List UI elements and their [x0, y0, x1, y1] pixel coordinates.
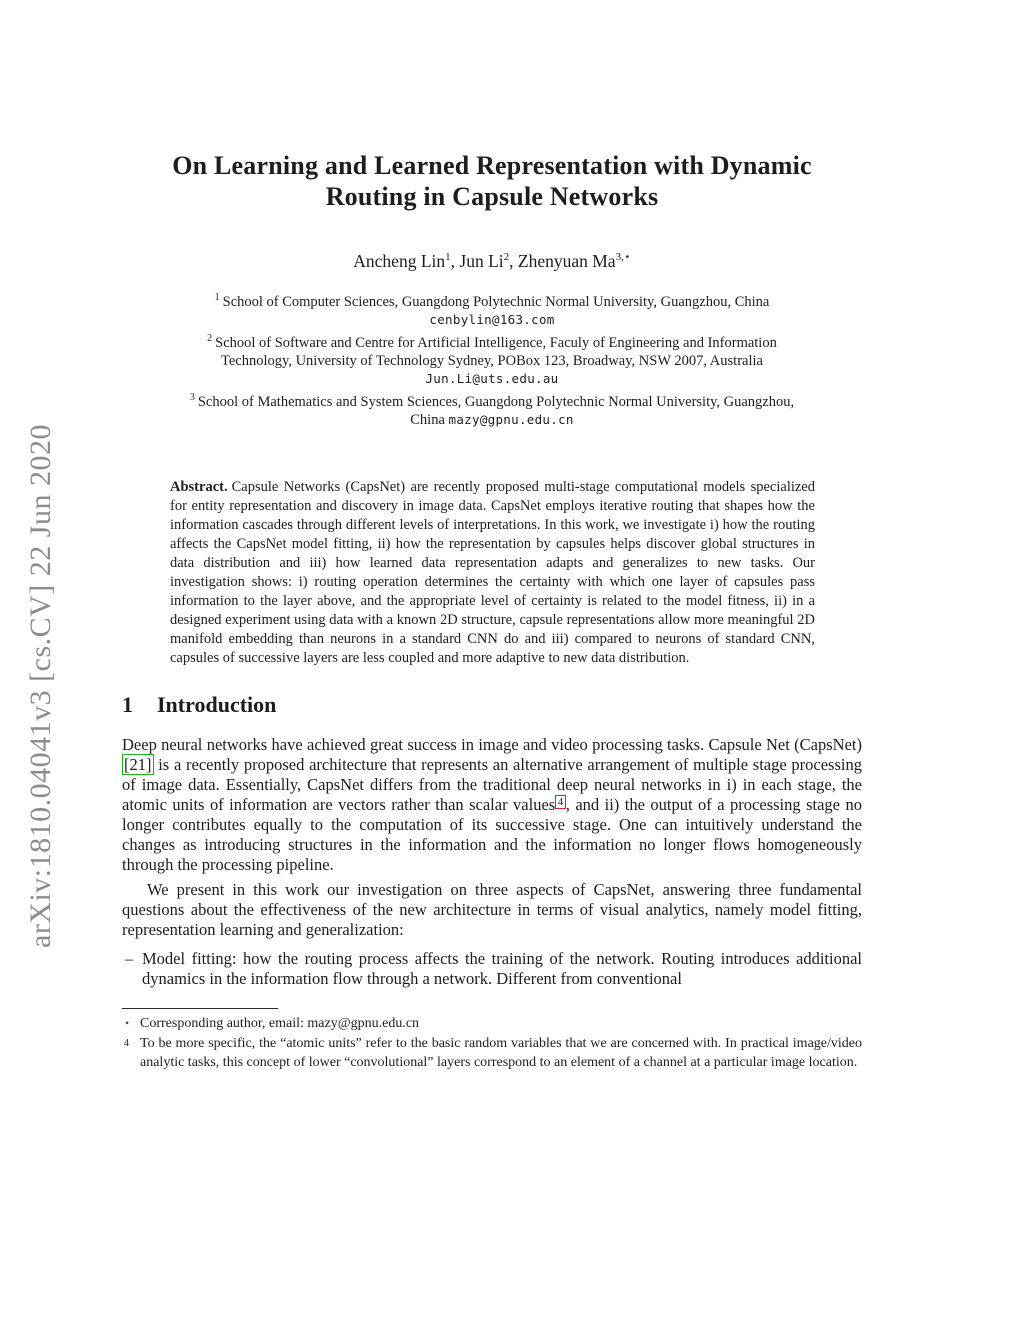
footnote-star-marker: ⋆ — [124, 1018, 131, 1029]
affiliation-1-mark: 1 — [214, 291, 220, 303]
affiliation-2-email: Jun.Li@uts.edu.au — [425, 371, 559, 387]
footnote-corresponding-author: ⋆ Corresponding author, email: mazy@gpnu.edu.cn — [122, 1014, 862, 1034]
author-1: Ancheng Lin$^1$, — [353, 250, 460, 271]
section-number: 1 — [122, 691, 133, 717]
bullet-dash: – — [125, 948, 134, 968]
footnote-4-marker: 4 — [124, 1037, 129, 1049]
footnote-rule — [122, 1008, 278, 1009]
author-3-affiliation-mark: 3,⋆ — [615, 251, 631, 263]
bullet-list — [122, 949, 862, 989]
abstract-text: Capsule Networks (CapsNet) are recently proposed multi-stage computational models specialized for entity representation and discovery in image data. CapsNet employs iterative routing that shapes how the information cascades through different levels of interpretations. In this work, we investigate i) how the routing affects the CapsNet model fitting, ii) how the representation by capsules helps discover global structures in data distribution and iii) how learned data representation adapts and generalizes to new tasks. Our investigation shows: i) routing operation determines the certainty with which one layer of capsules pass information to the layer above, and the appropriate level of certainty is related to the model fitness, ii) in a designed experiment using data with a known 2D structure, capsule representations allow more meaningful 2D manifold embedding than neurons in a standard CNN do and iii) compared to neurons of standard CNN, capsules of successive layers are less coupled and more adaptive to new data distribution. — [170, 478, 815, 666]
author-line — [122, 246, 862, 272]
bullet-model-fitting: – Model fitting: how the routing process affects the training of the network. Routing introduces additional dynamics in the information flow through a network. Different from conventional — [125, 948, 862, 988]
affiliation-1: $^1$ School of Computer Sciences, Guangdong Polytechnic Normal University, Guangzhou, China — [214, 291, 770, 310]
author-2: Jun Li$^2$, — [459, 250, 518, 271]
abstract — [170, 478, 815, 668]
author-2-affiliation-mark: 2 — [503, 251, 510, 263]
author-3: Zhenyuan $Ma^{3,⋆}$ — [517, 250, 631, 271]
section-title: Introduction — [157, 691, 277, 717]
abstract-label: Abstract. — [170, 478, 228, 495]
intro-paragraph-2: We present in this work our investigation on three aspects of CapsNet, answering three fundamental questions about the effectiveness of the new architecture in terms of visual analytics, namely model fitting, representation learning and generalization: — [122, 879, 862, 939]
affiliation-2: $^2$ School of Software and Centre for Artificial Intelligence, Faculy of Engineering and Information Technology, University of Technology Sydney, POBox 123, Broadway, NSW 2007, Australia — [207, 332, 777, 369]
citation-21-link[interactable]: [21] — [124, 754, 152, 774]
affiliation-1-email: cenbylin@163.com — [429, 312, 555, 328]
footnote-4-link[interactable]: 4 — [555, 795, 566, 809]
title-line-1: On Learning and Learned Representation with Dynamic — [172, 151, 812, 180]
intro-paragraph-1: Deep neural networks have achieved great success in image and video processing tasks. Capsule Net (CapsNet) [21] is a recently proposed architecture that represents an alternative arrangement of multiple stage processing of image data. Essentially, CapsNet differs from the traditional deep neural networks in i) in each stage, the atomic units of information are vectors rather than scalar values 4 , and ii) the output of a processing stage no longer contributes equally to the computation of its successive stage. One can intuitively understand the changes as introducing structures in the information and the information no longer flows homogeneously through the processing pipeline. — [122, 734, 862, 874]
paper-title — [122, 150, 862, 212]
affiliation-3: $^3$ School of Mathematics and System Sciences, Guangdong Polytechnic Normal University, Guangzhou, China mazy@gpnu.edu.cn — [189, 391, 795, 429]
arxiv-stamp: arXiv:1810.04041v3 [cs.CV] 22 Jun 2020 — [24, 424, 57, 948]
affiliation-3-email: mazy@gpnu.edu.cn — [448, 412, 574, 428]
paper-content — [0, 150, 1024, 989]
affiliation-3-mark: 3 — [189, 391, 195, 403]
affiliations — [122, 289, 862, 430]
footnote-area — [122, 1008, 862, 1073]
affiliation-2-mark: 2 — [207, 332, 213, 344]
author-1-affiliation-mark: 1 — [445, 251, 451, 263]
title-line-2: Routing in Capsule Networks — [325, 182, 659, 211]
footnote-4: 4 To be more specific, the “atomic units” refer to the basic random variables that we are concerned with. In practical image/video analytic tasks, this concept of lower “convolutional” layers correspond to an element of a channel at a particular image location. — [124, 1035, 862, 1070]
section-heading-introduction — [122, 692, 862, 718]
